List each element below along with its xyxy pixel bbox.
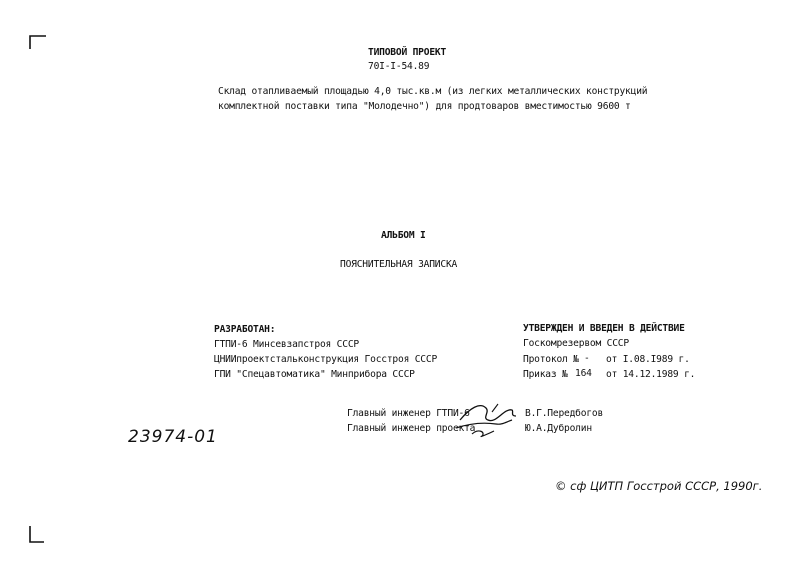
protocol-date: от I.08.I989 г. [606,354,690,365]
developed-heading: РАЗРАБОТАН: [214,324,276,335]
order-number: 164 [575,368,592,379]
project-heading: ТИПОВОЙ ПРОЕКТ [368,47,447,58]
signature-scribble-icon [452,398,522,440]
album-subtitle: ПОЯСНИТЕЛЬНАЯ ЗАПИСКА [340,259,458,270]
handwritten-number: 23974-01 [128,427,218,447]
description-line-2: комплектной поставки типа "Молодечно") для продтоваров вместимостью 9600 т [218,101,631,112]
protocol-number: - [584,353,590,364]
project-number: 70I-I-54.89 [368,61,430,72]
developed-item: ЦНИИпроектстальконструкция Госстроя СССР [214,354,438,365]
signature-name: Ю.А.Дубролин [525,423,592,434]
developed-item: ГПИ "Спецавтоматика" Минприбора СССР [214,369,415,380]
protocol-label: Протокол № [523,354,579,365]
order-date: от 14.12.1989 г. [606,369,696,380]
copyright-stamp: © сф ЦИТП Госстрой СССР, 1990г. [555,479,763,493]
signature-name: В.Г.Передбогов [525,408,604,419]
signature-role: Главный инженер проекта [347,423,476,434]
corner-mark-top-left [28,34,48,50]
corner-mark-bottom-left [28,524,48,544]
developed-item: ГТПИ-6 Минсевзапстроя СССР [214,339,359,350]
order-label: Приказ № [523,369,568,380]
approved-by: Госкомрезервом СССР [523,338,629,349]
approved-heading: УТВЕРЖДЕН И ВВЕДЕН В ДЕЙСТВИЕ [523,323,685,334]
description-line-1: Склад отапливаемый площадью 4,0 тыс.кв.м (из легких металлических конструкций [218,86,648,97]
album-title: АЛЬБОМ I [381,230,426,241]
signature-role: Главный инженер ГТПИ-6 [347,408,470,419]
